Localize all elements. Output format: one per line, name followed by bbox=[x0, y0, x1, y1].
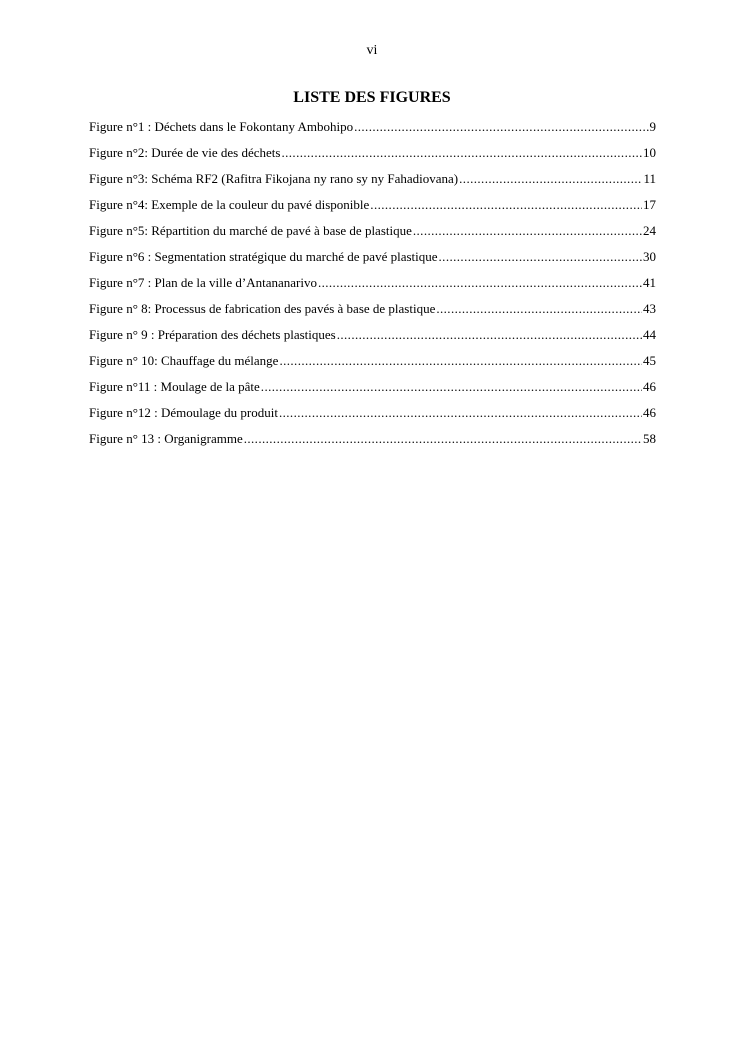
figure-entry-page: 10 bbox=[643, 145, 656, 160]
figure-entry-page: 41 bbox=[643, 275, 656, 290]
figure-entry bbox=[89, 246, 656, 272]
figure-entry-label: Figure n°11 : Moulage de la pâte bbox=[89, 379, 260, 394]
dot-leader bbox=[436, 298, 642, 320]
figure-entry-label: Figure n°7 : Plan de la ville d’Antananarivo bbox=[89, 275, 317, 290]
figure-entry-page: 11 bbox=[643, 171, 656, 186]
figure-entry-label: Figure n° 9 : Préparation des déchets plastiques bbox=[89, 327, 336, 342]
dot-leader bbox=[354, 116, 648, 138]
figure-entry bbox=[89, 220, 656, 246]
figure-entry-page: 46 bbox=[643, 379, 656, 394]
figure-entry bbox=[89, 298, 656, 324]
figure-entry-page: 17 bbox=[643, 197, 656, 212]
figure-entry-page: 46 bbox=[643, 405, 656, 420]
figure-entry bbox=[89, 402, 656, 428]
figure-entry-page: 43 bbox=[643, 301, 656, 316]
figure-entry bbox=[89, 194, 656, 220]
dot-leader bbox=[370, 194, 642, 216]
figure-entry-page: 58 bbox=[643, 431, 656, 446]
page-title: LISTE DES FIGURES bbox=[293, 89, 451, 106]
figure-entry-label: Figure n°3: Schéma RF2 (Rafitra Fikojana ny rano sy ny Fahadiovana) bbox=[89, 171, 459, 186]
dot-leader bbox=[337, 324, 642, 346]
figure-entry-page: 9 bbox=[649, 119, 656, 134]
figure-entry bbox=[89, 324, 656, 350]
figure-entry-label: Figure n°12 : Démoulage du produit bbox=[89, 405, 278, 420]
figure-entry-label: Figure n°6 : Segmentation stratégique du marché de pavé plastique bbox=[89, 249, 438, 264]
figure-entry-label: Figure n° 8: Processus de fabrication des pavés à base de plastique bbox=[89, 301, 436, 316]
figure-entry-page: 30 bbox=[643, 249, 656, 264]
figure-entry-page: 45 bbox=[643, 353, 656, 368]
figure-entry bbox=[89, 116, 656, 142]
figure-entry bbox=[89, 428, 656, 454]
figure-entry bbox=[89, 376, 656, 402]
dot-leader bbox=[244, 428, 642, 450]
figure-entry-label: Figure n°2: Durée de vie des déchets bbox=[89, 145, 281, 160]
figure-entry bbox=[89, 168, 656, 194]
dot-leader bbox=[279, 402, 642, 424]
dot-leader bbox=[279, 350, 642, 372]
figure-entry-label: Figure n°1 : Déchets dans le Fokontany Ambohipo bbox=[89, 119, 354, 134]
figure-entry-page: 44 bbox=[643, 327, 656, 342]
dot-leader bbox=[459, 168, 642, 190]
figure-entry-label: Figure n°5: Répartition du marché de pavé à base de plastique bbox=[89, 223, 412, 238]
figure-entry bbox=[89, 272, 656, 298]
page-number: vi bbox=[366, 43, 378, 58]
figure-entry-page: 24 bbox=[643, 223, 656, 238]
figure-entry bbox=[89, 142, 656, 168]
dot-leader bbox=[318, 272, 642, 294]
figure-entry-label: Figure n° 10: Chauffage du mélange bbox=[89, 353, 279, 368]
dot-leader bbox=[281, 142, 642, 164]
dot-leader bbox=[413, 220, 642, 242]
figure-list bbox=[89, 116, 656, 454]
dot-leader bbox=[439, 246, 642, 268]
figure-entry bbox=[89, 350, 656, 376]
figure-entry-label: Figure n° 13 : Organigramme bbox=[89, 431, 243, 446]
dot-leader bbox=[261, 376, 642, 398]
figure-entry-label: Figure n°4: Exemple de la couleur du pavé disponible bbox=[89, 197, 370, 212]
